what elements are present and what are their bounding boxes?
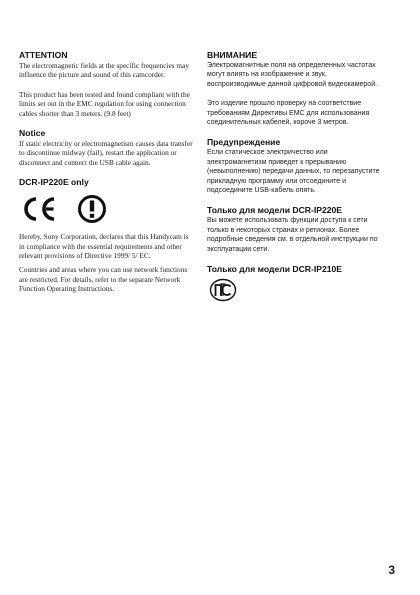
model-210-heading-ru: Только для модели DCR-IP210E xyxy=(207,264,343,275)
pct-certification-icon xyxy=(209,278,237,302)
tested-text-ru: Это изделие прошло проверку на соответствие требованиям Директивы EMC для использования соединительных кабелей, короче 3 метров. xyxy=(207,100,370,127)
warning-heading-ru: Предупреждение xyxy=(207,137,281,148)
attention-heading-ru: ВНИМАНИЕ xyxy=(207,50,258,60)
attention-text: The electromagnetic fields at the specific frequencies may influence the picture and sound of this camcorder. xyxy=(19,61,189,80)
tested-text: This product has been tested and found compliant with the limits set out in the EMC regulation for using connection cables shorter than 3 meters. (9.8 feet) xyxy=(19,89,190,118)
warning-text-ru: Если статическое электричество или электромагнетизм приведет к прерыванию (невыполнению) передачи данных, то перезапустите прикладную программу или отсоедините и подсоедините USB-кабель опять. xyxy=(207,149,380,195)
alert-class2-icon xyxy=(77,194,107,224)
russian-column xyxy=(207,50,385,307)
model-220-heading: DCR-IP220E only xyxy=(19,177,89,188)
ce-mark-icon xyxy=(21,195,59,223)
declaration-text: Hereby, Sony Corporation, declares that this Handycam is in compliance with the essential requirements and other relevant provisions of Directive 1999/ 5/ EC. xyxy=(19,232,189,261)
certification-marks xyxy=(21,194,195,224)
notice-text: If static electricity or electromagnetism causes data transfer to discontinue midway (fail), restart the application or disconnect and connect the USB cable again. xyxy=(19,139,193,167)
page-number: 3 xyxy=(388,563,395,577)
countries-text: Countries and areas where you can use network functions are restricted. For details, refer to the separate Network Function Operating Instructions. xyxy=(19,265,188,294)
english-column xyxy=(19,50,195,294)
attention-text-ru: Электромагнитные поля на определенных частотах могут влиять на изображение и звук, воспроизводимые данной цифровой видеокамерой. xyxy=(207,62,378,88)
model-220-text-ru: Вы можете использовать функции доступа к сети только в некоторых странах и регионах. Более подробные сведения см. в отдельной инструкции по эксплуатации сети. xyxy=(207,217,378,253)
notice-heading: Notice xyxy=(19,128,46,139)
attention-heading: ATTENTION xyxy=(19,50,68,60)
model-220-heading-ru: Только для модели DCR-IP220E xyxy=(207,205,343,216)
